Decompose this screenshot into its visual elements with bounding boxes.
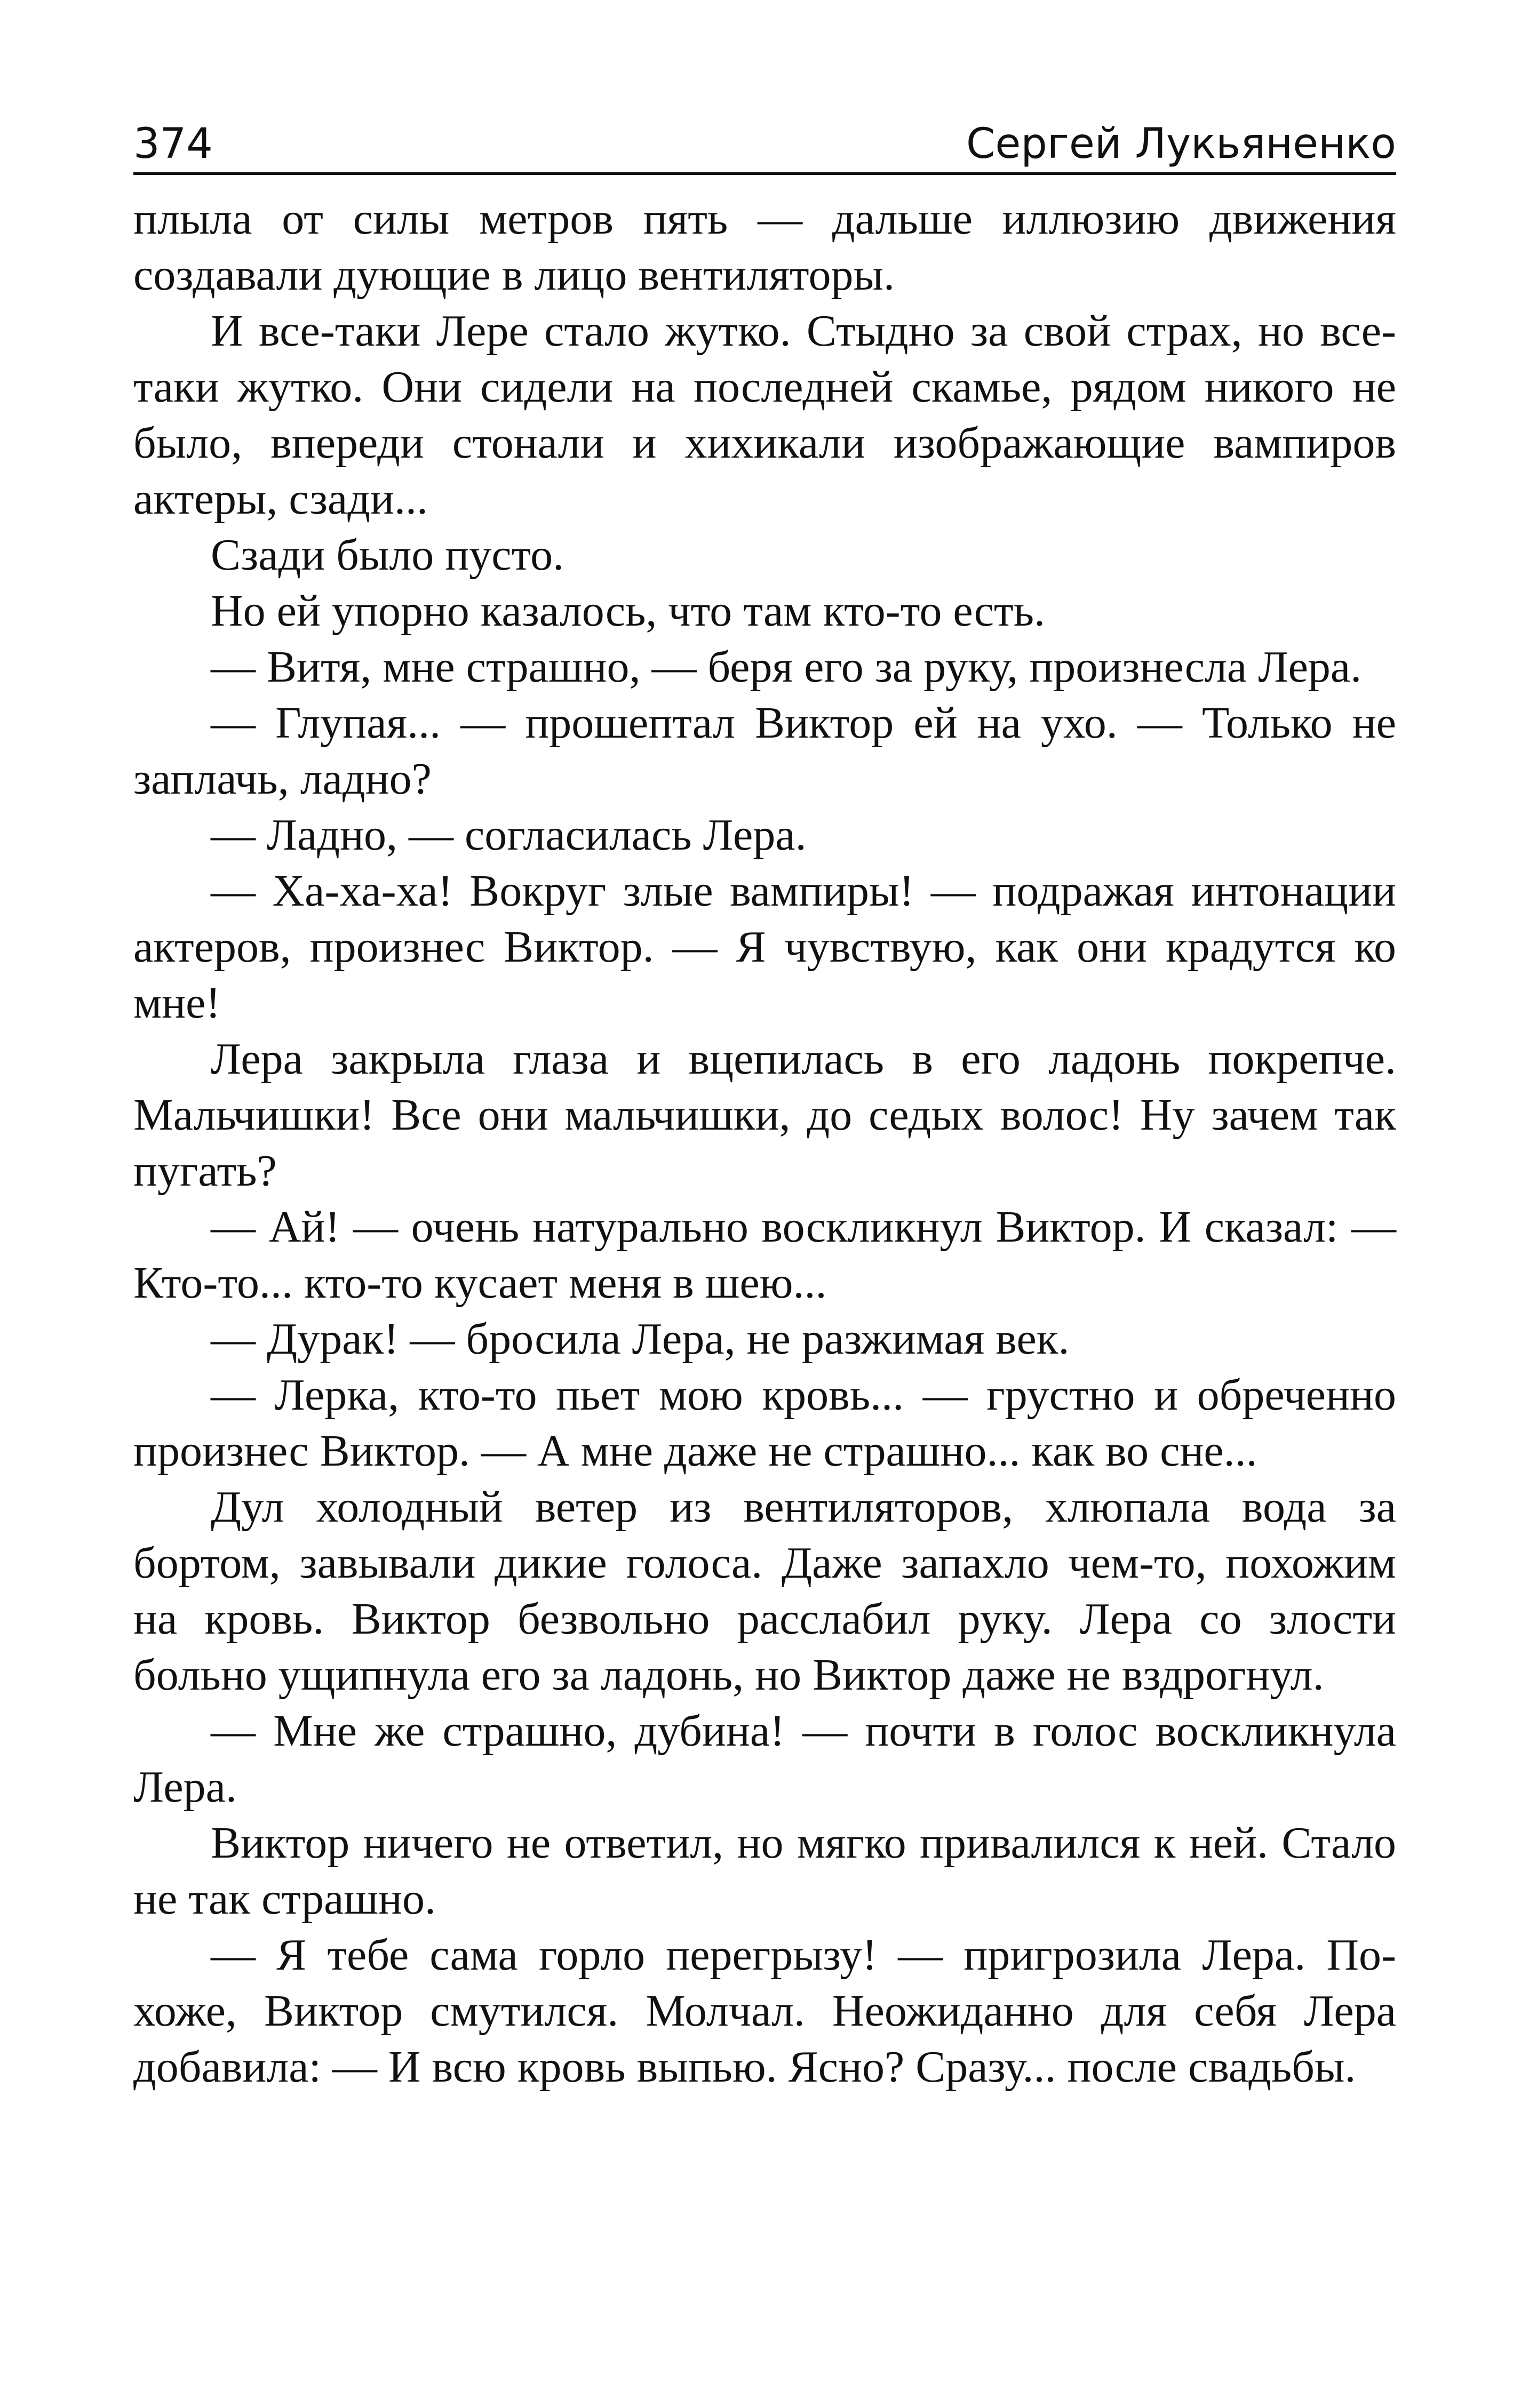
paragraph: — Ха-ха-ха! Вокруг злые вампиры! — подражая интонации актеров, произнес Виктор. — Я чувствую, как они крадутся ко мне! bbox=[133, 866, 1396, 1028]
paragraph: И все-таки Лере стало жутко. Стыдно за свой страх, но все-таки жутко. Они сидели на последней скамье, рядом никого не было, впереди стонали и хихикали изображающие вампиров актеры, сзади... bbox=[133, 306, 1396, 524]
running-title: Сергей Лукьяненко bbox=[966, 120, 1396, 168]
body-text bbox=[133, 191, 1396, 2095]
paragraph: Сзади было пусто. bbox=[211, 530, 564, 580]
paragraph: Дул холодный ветер из вентиляторов, хлюпала вода за бортом, завывали дикие голоса. Даже запахло чем-то, похожим на кровь. Виктор безвольно расслабил руку. Лера со злости больно ущипнула его за ладонь, но Виктор даже не вздрогнул. bbox=[133, 1482, 1396, 1700]
paragraph: — Дурак! — бросила Лера, не разжимая век. bbox=[211, 1314, 1070, 1364]
paragraph: — Витя, мне страшно, — беря его за руку, произнесла Лера. bbox=[211, 642, 1362, 692]
book-page bbox=[133, 112, 1396, 2095]
page-number: 374 bbox=[133, 120, 213, 168]
running-head bbox=[133, 112, 1396, 175]
paragraph: Лера закрыла глаза и вцепилась в его ладонь покрепче. Мальчишки! Все они мальчишки, до седых волос! Ну зачем так пугать? bbox=[133, 1034, 1396, 1196]
paragraph: Виктор ничего не ответил, но мягко привалился к ней. Стало не так страшно. bbox=[133, 1818, 1396, 1924]
paragraph: — Я тебе сама горло перегрызу! — пригрозила Лера. Похоже, Виктор смутился. Молчал. Неожиданно для себя Лера добавила: — И всю кровь выпью. Ясно? Сразу... после свадьбы. bbox=[133, 1930, 1396, 2092]
paragraph: плыла от силы метров пять — дальше иллюзию движения создавали дующие в лицо вентиляторы. bbox=[133, 194, 1396, 300]
paragraph: — Лерка, кто-то пьет мою кровь... — грустно и обреченно произнес Виктор. — А мне даже не страшно... как во сне... bbox=[133, 1370, 1396, 1476]
paragraph: Но ей упорно казалось, что там кто-то есть. bbox=[211, 586, 1046, 636]
paragraph: — Ай! — очень натурально воскликнул Виктор. И сказал: — Кто-то... кто-то кусает меня в шею... bbox=[133, 1202, 1396, 1308]
paragraph: — Мне же страшно, дубина! — почти в голос воскликнула Лера. bbox=[133, 1706, 1396, 1812]
paragraph: — Ладно, — согласилась Лера. bbox=[211, 810, 807, 860]
paragraph: — Глупая... — прошептал Виктор ей на ухо. — Только не заплачь, ладно? bbox=[133, 698, 1396, 804]
